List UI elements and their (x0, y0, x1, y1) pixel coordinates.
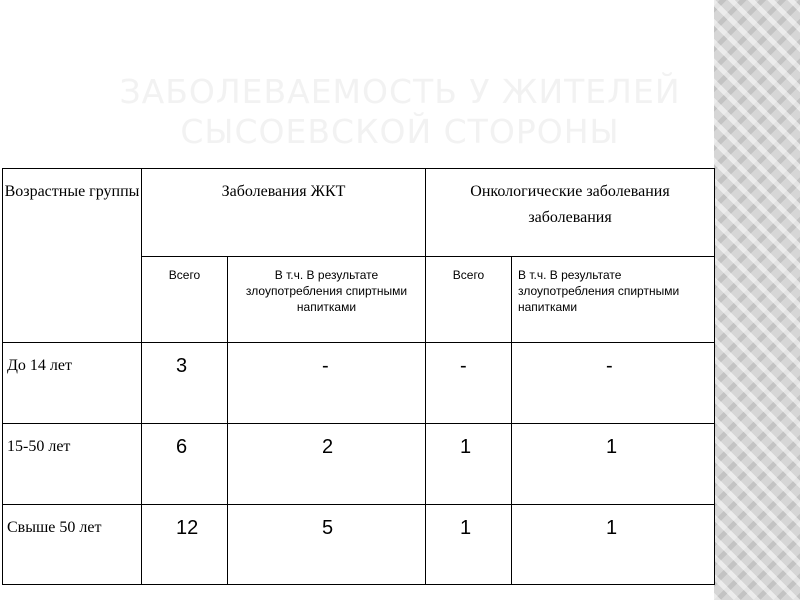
cell-onco-alcohol: - (512, 343, 715, 424)
cell-gi-total: 3 (142, 343, 228, 424)
subheader-gi-alcohol: В т.ч. В результате злоупотребления спиртными напитками (228, 257, 426, 343)
row-label: 15-50 лет (3, 424, 142, 505)
table-row (3, 424, 715, 505)
cell-gi-total: 6 (142, 424, 228, 505)
header-gi-diseases: Заболевания ЖКТ (142, 169, 426, 257)
subheader-onco-total: Всего (426, 257, 512, 343)
cell-gi-alcohol: - (228, 343, 426, 424)
slide-title (0, 72, 800, 152)
table-row (3, 343, 715, 424)
slide-title-line1: ЗАБОЛЕВАЕМОСТЬ У ЖИТЕЛЕЙ (119, 72, 681, 111)
cell-onco-total: 1 (426, 505, 512, 585)
header-oncology-line1: Онкологические заболевания (470, 183, 670, 200)
cell-onco-total: - (426, 343, 512, 424)
cell-onco-alcohol: 1 (512, 424, 715, 505)
table-row (3, 505, 715, 585)
cell-gi-total: 12 (142, 505, 228, 585)
header-oncology-line2: заболевания (528, 209, 612, 226)
cell-onco-total: 1 (426, 424, 512, 505)
cell-gi-alcohol: 2 (228, 424, 426, 505)
subheader-onco-alcohol: В т.ч. В результате злоупотребления спиртными напитками (512, 257, 715, 343)
header-age-groups: Возрастные группы (3, 169, 142, 343)
cell-onco-alcohol: 1 (512, 505, 715, 585)
row-label: Свыше 50 лет (3, 505, 142, 585)
cell-gi-alcohol: 5 (228, 505, 426, 585)
row-label: До 14 лет (3, 343, 142, 424)
header-oncology (426, 169, 715, 257)
subheader-gi-total: Всего (142, 257, 228, 343)
table-header-row (3, 169, 715, 257)
slide-title-line2: СЫСОЕВСКОЙ СТОРОНЫ (180, 112, 620, 151)
morbidity-table (2, 168, 715, 585)
